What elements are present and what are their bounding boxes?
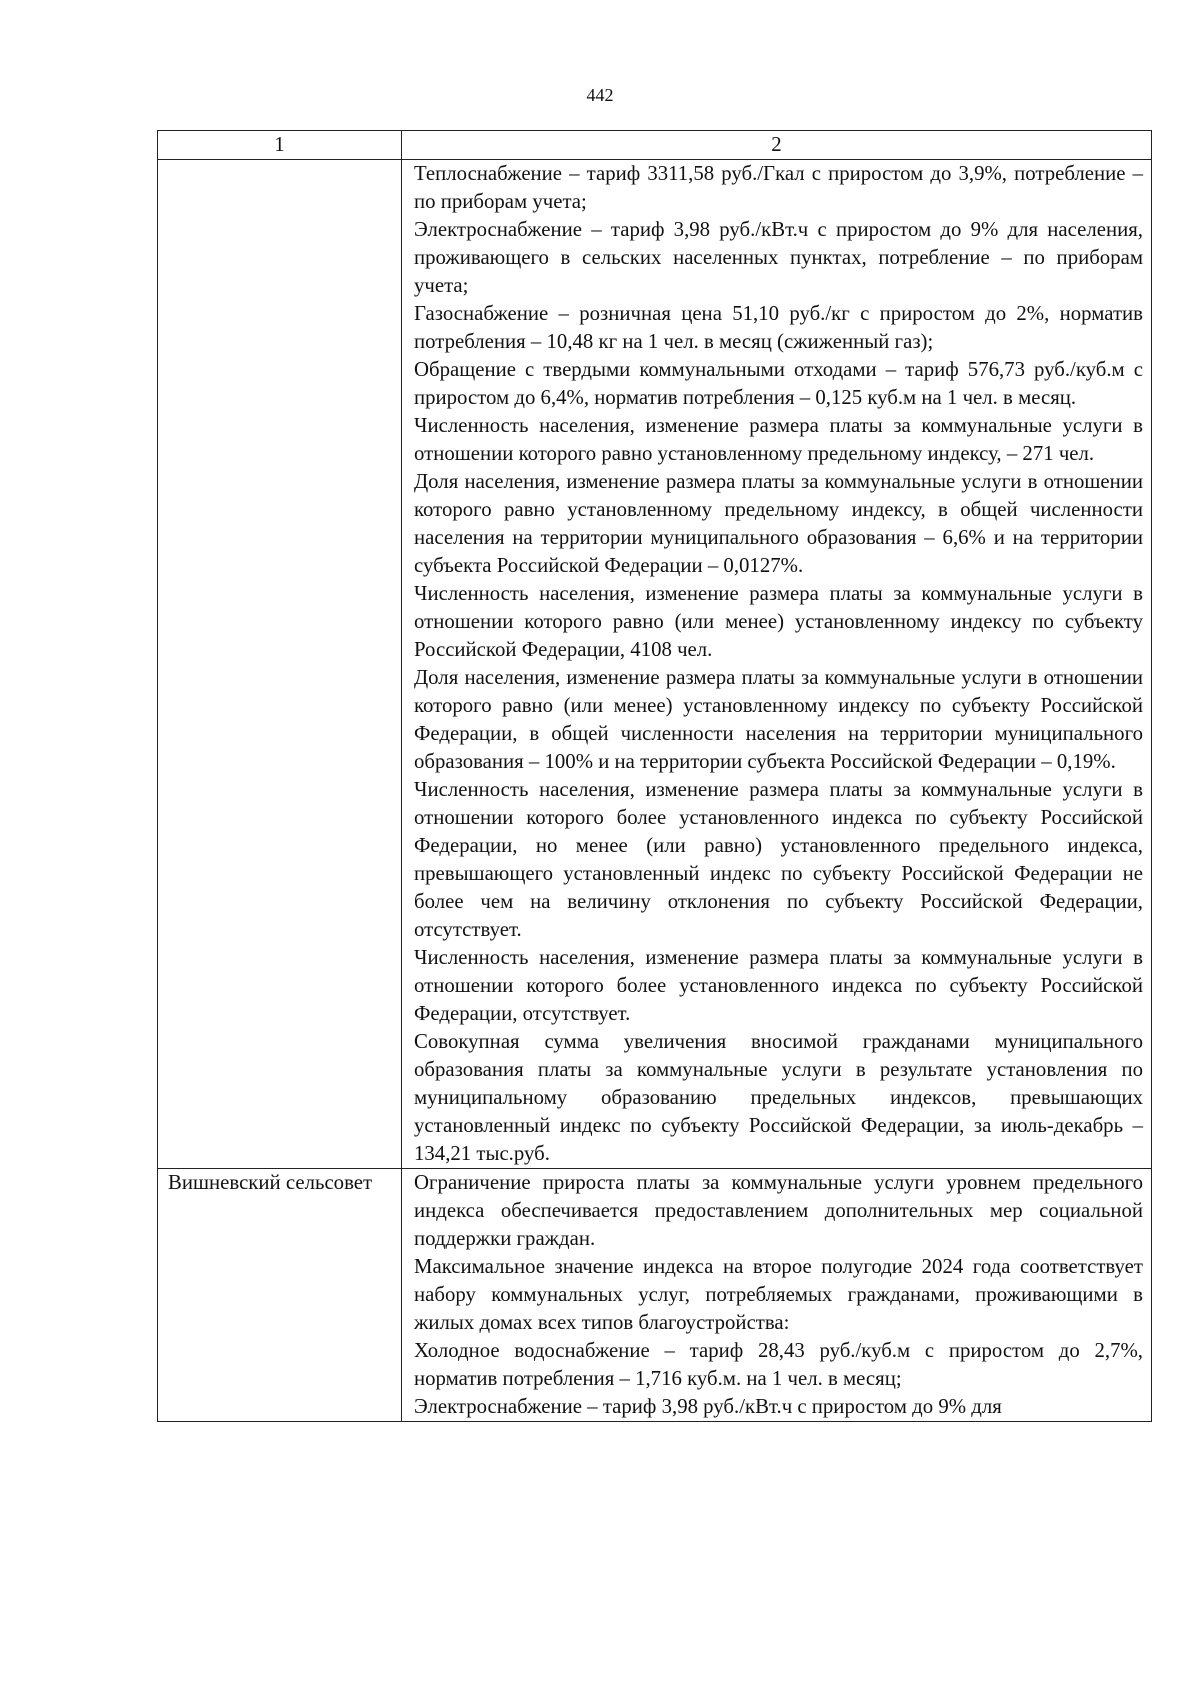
row-text	[402, 160, 1152, 1169]
paragraph: Доля населения, изменение размера платы за коммунальные услуги в отношении которого равно установленному предельному индексу, в общей численности населения на территории муниципального образования – 6,6% и на территории субъекта Российской Федерации – 0,0127%.	[414, 470, 1143, 577]
row-text	[402, 1169, 1152, 1422]
paragraph: Доля населения, изменение размера платы за коммунальные услуги в отношении которого равно (или менее) установленному индексу по субъекту Российской Федерации, в общей численности населения на территории муниципального образования – 100% и на территории субъекта Российской Федерации – 0,19%.	[414, 666, 1143, 773]
page-number: 442	[586, 85, 614, 105]
paragraph: Обращение с твердыми коммунальными отходами – тариф 576,73 руб./куб.м с приростом до 6,4%, норматив потребления – 0,125 куб.м на 1 чел. в месяц.	[414, 358, 1143, 409]
paragraph: Совокупная сумма увеличения вносимой гражданами муниципального образования платы за коммунальные услуги в результате установления по муниципальному образованию предельных индексов, превышающих установленный индекс по субъекту Российской Федерации, за июль-декабрь – 134,21 тыс.руб.	[414, 1030, 1143, 1165]
paragraph: Газоснабжение – розничная цена 51,10 руб./кг с приростом до 2%, норматив потребления – 10,48 кг на 1 чел. в месяц (сжиженный газ);	[414, 302, 1143, 353]
paragraph: Ограничение прироста платы за коммунальные услуги уровнем предельного индекса обеспечивается предоставлением дополнительных мер социальной поддержки граждан.	[414, 1171, 1143, 1250]
column-header: 2	[402, 131, 1152, 160]
table-row	[158, 1169, 1152, 1422]
paragraph: Холодное водоснабжение – тариф 28,43 руб./куб.м с приростом до 2,7%, норматив потребления – 1,716 куб.м. на 1 чел. в месяц;	[414, 1339, 1143, 1390]
paragraph: Максимальное значение индекса на второе полугодие 2024 года соответствует набору коммунальных услуг, потребляемых гражданами, проживающими в жилых домах всех типов благоустройства:	[414, 1255, 1143, 1334]
document-table	[157, 130, 1152, 1422]
paragraph: Электроснабжение – тариф 3,98 руб./кВт.ч с приростом до 9% для	[414, 1395, 1002, 1418]
paragraph: Электроснабжение – тариф 3,98 руб./кВт.ч с приростом до 9% для населения, проживающего в сельских населенных пунктах, потребление – по приборам учета;	[414, 218, 1143, 297]
paragraph: Численность населения, изменение размера платы за коммунальные услуги в отношении которого равно (или менее) установленному индексу по субъекту Российской Федерации, 4108 чел.	[414, 582, 1143, 661]
municipality-name: Вишневский сельсовет	[158, 1169, 402, 1422]
table-row	[158, 160, 1152, 1169]
paragraph: Теплоснабжение – тариф 3311,58 руб./Гкал с приростом до 3,9%, потребление – по приборам учета;	[414, 162, 1143, 213]
municipality-name	[158, 160, 402, 1169]
table-header-row	[158, 131, 1152, 160]
paragraph: Численность населения, изменение размера платы за коммунальные услуги в отношении которого более установленного индекса по субъекту Российской Федерации, отсутствует.	[414, 946, 1143, 1025]
paragraph: Численность населения, изменение размера платы за коммунальные услуги в отношении которого более установленного индекса по субъекту Российской Федерации, но менее (или равно) установленного предельного индекса, превышающего установленный индекс по субъекту Российской Федерации не более чем на величину отклонения по субъекту Российской Федерации, отсутствует.	[414, 778, 1143, 941]
column-header: 1	[158, 131, 402, 160]
paragraph: Численность населения, изменение размера платы за коммунальные услуги в отношении которого равно установленному предельному индексу, – 271 чел.	[414, 414, 1143, 465]
